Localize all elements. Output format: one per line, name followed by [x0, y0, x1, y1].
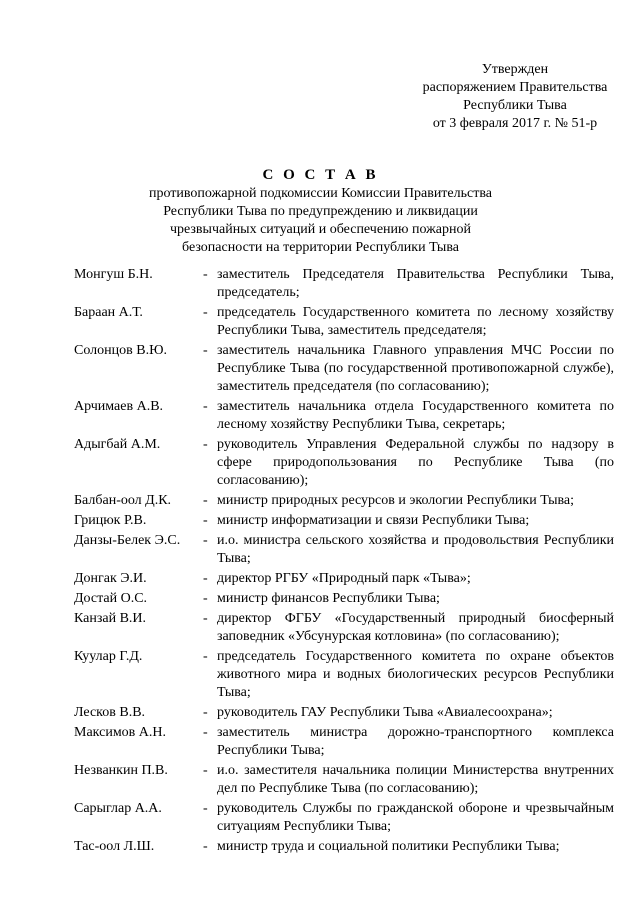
member-name: Максимов А.Н.	[74, 725, 167, 740]
list-item	[74, 532, 614, 568]
list-item	[74, 590, 614, 608]
list-item	[74, 610, 614, 646]
title-subtitle-line: Республики Тыва по предупреждению и ликвидации	[163, 204, 478, 219]
member-name: Незванкин П.В.	[74, 763, 168, 778]
document-title	[60, 166, 581, 257]
list-item	[74, 266, 614, 302]
member-name: Куулар Г.Д.	[74, 649, 143, 664]
member-name: Канзай В.И.	[74, 611, 147, 626]
list-item	[74, 436, 614, 490]
list-item	[74, 838, 614, 856]
member-role: заместитель министра дорожно-транспортного комплекса Республики Тыва;	[217, 725, 614, 758]
member-role: руководитель Управления Федеральной службы по надзору в сфере природопользования по Республике Тыва (по согласованию);	[217, 437, 614, 488]
dash-separator: -	[203, 343, 208, 358]
member-role: директор РГБУ «Природный парк «Тыва»;	[217, 571, 471, 586]
member-role: и.о. министра сельского хозяйства и продовольствия Республики Тыва;	[217, 533, 614, 566]
member-role: заместитель начальника отдела Государственного комитета по лесному хозяйству Республики Тыва, секретарь;	[217, 399, 614, 432]
dash-separator: -	[203, 725, 208, 740]
list-item	[74, 724, 614, 760]
member-name: Данзы-Белек Э.С.	[74, 533, 181, 548]
list-item	[74, 492, 614, 510]
approval-line: распоряжением Правительства	[422, 80, 608, 95]
list-item	[74, 762, 614, 798]
list-item	[74, 570, 614, 588]
member-name: Лесков В.В.	[74, 705, 146, 720]
member-name: Донгак Э.И.	[74, 571, 147, 586]
dash-separator: -	[203, 493, 208, 508]
member-role: заместитель Председателя Правительства Республики Тыва, председатель;	[217, 267, 614, 300]
dash-separator: -	[203, 705, 208, 720]
member-name: Сарыглар А.А.	[74, 801, 162, 816]
dash-separator: -	[203, 267, 208, 282]
member-role: директор ФГБУ «Государственный природный биосферный заповедник «Убсунурская котловина» (по согласованию);	[217, 611, 614, 644]
member-name: Адыгбай А.М.	[74, 437, 161, 452]
dash-separator: -	[203, 533, 208, 548]
list-item	[74, 648, 614, 702]
dash-separator: -	[203, 611, 208, 626]
list-item	[74, 304, 614, 340]
list-item	[74, 342, 614, 396]
approval-line: Республики Тыва	[463, 98, 567, 113]
member-role: председатель Государственного комитета по охране объектов животного мира и водных биологических ресурсов Республики Тыва;	[217, 649, 614, 700]
member-role: руководитель Службы по гражданской обороне и чрезвычайным ситуациям Республики Тыва;	[217, 801, 614, 834]
member-name: Балбан-оол Д.К.	[74, 493, 172, 508]
title-subtitle-line: противопожарной подкомиссии Комиссии Правительства	[149, 186, 492, 201]
approval-stamp	[395, 61, 635, 133]
member-role: заместитель начальника Главного управления МЧС России по Республике Тыва (по государственной противопожарной службе), заместитель председателя (по согласованию);	[217, 343, 614, 394]
member-role: министр информатизации и связи Республики Тыва;	[217, 513, 530, 528]
title-subtitle-line: чрезвычайных ситуаций и обеспечению пожарной	[169, 222, 472, 237]
member-role: министр природных ресурсов и экологии Республики Тыва;	[217, 493, 574, 508]
members-list	[74, 266, 614, 858]
member-role: и.о. заместителя начальника полиции Министерства внутренних дел по Республике Тыва (по согласованию);	[217, 763, 614, 796]
list-item	[74, 398, 614, 434]
member-name: Достай О.С.	[74, 591, 148, 606]
dash-separator: -	[203, 801, 208, 816]
list-item	[74, 800, 614, 836]
dash-separator: -	[203, 649, 208, 664]
member-name: Монгуш Б.Н.	[74, 267, 153, 282]
dash-separator: -	[203, 839, 208, 854]
dash-separator: -	[203, 763, 208, 778]
approval-date: от 3 февраля 2017 г. № 51-р	[432, 116, 598, 131]
list-item	[74, 704, 614, 722]
member-role: министр труда и социальной политики Республики Тыва;	[217, 839, 560, 854]
member-role: председатель Государственного комитета по лесному хозяйству Республики Тыва, заместитель председателя;	[217, 305, 614, 338]
dash-separator: -	[203, 591, 208, 606]
title-main: С О С Т А В	[262, 167, 379, 183]
member-role: министр финансов Республики Тыва;	[217, 591, 440, 606]
dash-separator: -	[203, 513, 208, 528]
dash-separator: -	[203, 305, 208, 320]
member-name: Бараан А.Т.	[74, 305, 143, 320]
member-role: руководитель ГАУ Республики Тыва «Авиалесоохрана»;	[217, 705, 553, 720]
dash-separator: -	[203, 399, 208, 414]
list-item	[74, 512, 614, 530]
member-name: Солонцов В.Ю.	[74, 343, 167, 358]
member-name: Грицюк Р.В.	[74, 513, 147, 528]
member-name: Тас-оол Л.Ш.	[74, 839, 155, 854]
dash-separator: -	[203, 571, 208, 586]
title-subtitle-line: безопасности на территории Республики Тыва	[182, 240, 459, 255]
approval-line: Утвержден	[481, 62, 549, 77]
dash-separator: -	[203, 437, 208, 452]
member-name: Арчимаев А.В.	[74, 399, 164, 414]
